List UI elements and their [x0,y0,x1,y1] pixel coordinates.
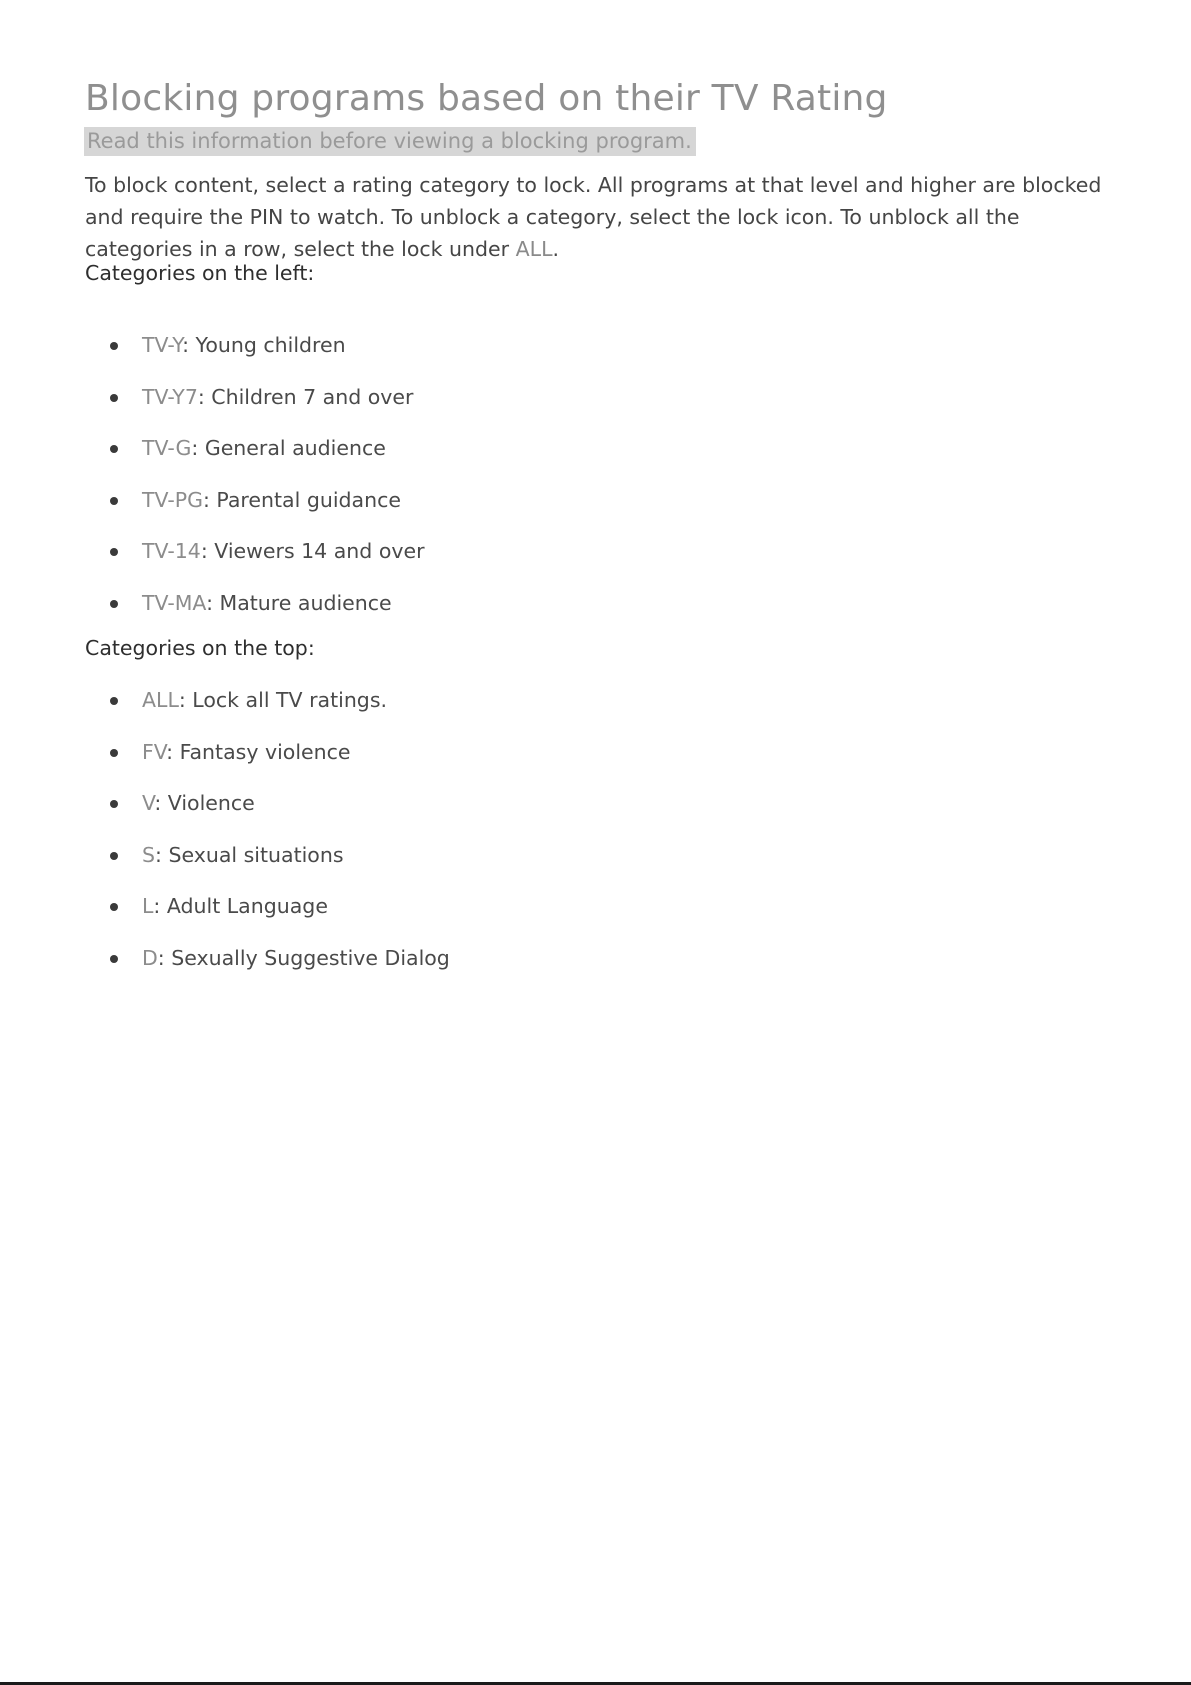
bullet-icon [110,903,118,911]
left-categories-list [85,333,425,642]
list-item [85,791,450,843]
list-item [85,385,425,437]
rating-description: : General audience [191,436,386,460]
rating-description: : Young children [182,333,346,357]
rating-description: : Sexually Suggestive Dialog [157,945,450,970]
bullet-icon [110,852,118,860]
rating-code: ALL [142,688,179,712]
intro-text-end: . [552,237,560,261]
top-categories-heading: Categories on the top: [85,636,315,660]
bullet-icon [110,342,118,350]
rating-description: : Violence [154,791,255,815]
list-item [85,333,425,385]
bullet-icon [110,394,118,402]
list-item [85,843,450,895]
rating-description: : Parental guidance [203,487,401,512]
rating-code: D [142,945,158,970]
list-item [85,591,425,643]
bullet-icon [110,548,118,556]
rating-description: : Fantasy violence [166,739,351,764]
highlighted-note: Read this information before viewing a blocking program. [84,127,696,156]
rating-code: TV-G [142,436,192,460]
bullet-icon [110,800,118,808]
rating-description: : Sexual situations [155,842,344,867]
bullet-icon [110,697,118,705]
rating-description: : Adult Language [153,894,328,918]
list-item [85,688,450,740]
rating-code: L [142,894,154,918]
bullet-icon [110,600,118,608]
rating-description: : Children 7 and over [197,384,414,409]
rating-code: FV [142,739,167,764]
list-item [85,488,425,540]
rating-description: : Viewers 14 and over [200,539,425,563]
rating-code: TV-Y7 [142,384,198,409]
rating-code: TV-Y [142,333,183,357]
rating-code: V [142,791,155,815]
bullet-icon [110,955,118,963]
rating-code: TV-MA [142,590,207,615]
list-item [85,539,425,591]
bullet-icon [110,445,118,453]
intro-keyword-all: ALL [515,237,553,261]
bullet-icon [110,749,118,757]
page-title: Blocking programs based on their TV Rating [85,78,888,119]
list-item [85,436,425,488]
top-categories-list [85,688,450,997]
intro-paragraph [85,169,1125,265]
rating-description: : Lock all TV ratings. [178,688,388,712]
list-item [85,894,450,946]
rating-description: : Mature audience [206,590,392,615]
rating-code: TV-PG [142,487,203,512]
rating-code: TV-14 [142,539,201,563]
bullet-icon [110,497,118,505]
intro-text: To block content, select a rating category to lock. All programs at that level and higher are blocked and require the PIN to watch. To unblock a category, select the lock icon. To unblock all the categories in a row, select the lock under [85,173,1102,261]
list-item [85,740,450,792]
left-categories-heading: Categories on the left: [85,261,315,285]
rating-code: S [142,842,156,867]
list-item [85,946,450,998]
